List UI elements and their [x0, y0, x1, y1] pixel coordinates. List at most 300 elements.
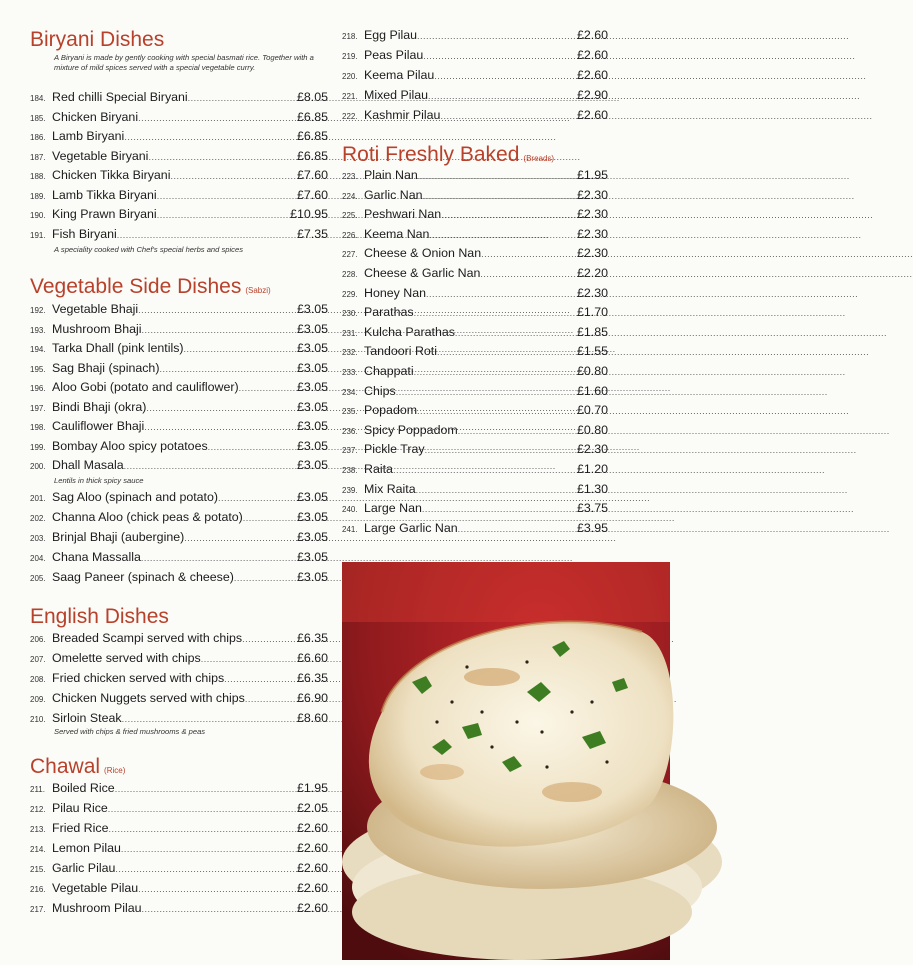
menu-item [30, 302, 328, 321]
item-price: £2.90 [576, 88, 608, 102]
item-name: Dhall Masala [52, 458, 124, 472]
item-number: 185. [30, 113, 46, 123]
dot-leader [121, 844, 297, 854]
item-price: £3.05 [296, 302, 328, 316]
item-price: £1.55 [576, 344, 608, 359]
item-name: Chicken Biryani [52, 109, 139, 124]
item-name: Sag Aloo (spinach and potato) [52, 490, 219, 504]
item-number: 201. [30, 494, 46, 503]
dot-leader [184, 344, 297, 354]
item-number: 189. [30, 191, 46, 201]
item-number: 193. [30, 325, 46, 335]
item-price: £3.05 [296, 458, 328, 472]
item-name: Chicken Tikka Biryani [52, 168, 171, 182]
dot-leader [234, 573, 297, 583]
dot-leader [218, 493, 297, 503]
item-name: Mushroom Pilau [52, 901, 142, 915]
dot-leader [440, 111, 577, 121]
dot-leader [417, 31, 577, 41]
item-number: 190. [30, 211, 46, 220]
item-price: £6.60 [296, 651, 328, 665]
chawal-subtitle: (Rice) [104, 766, 126, 775]
dot-leader [208, 442, 297, 452]
menu-item [30, 631, 328, 650]
item-price: £2.60 [576, 48, 608, 62]
dot-leader [170, 171, 297, 181]
item-price: £8.60 [296, 711, 328, 725]
item-number: 237. [342, 446, 358, 456]
item-name: King Prawn Biryani [52, 207, 157, 221]
item-price: £2.60 [296, 841, 328, 855]
item-name: Pickle Tray [364, 442, 425, 457]
item-name: Honey Nan [364, 285, 426, 300]
item-name: Channa Aloo (chick peas & potato) [52, 510, 243, 524]
item-name: Parathas [364, 305, 414, 320]
item-price: £1.30 [576, 481, 608, 496]
item-price: £0.80 [576, 422, 608, 437]
item-name: Bombay Aloo spicy potatoes [52, 438, 208, 453]
item-number: 203. [30, 534, 46, 543]
item-price: £2.30 [576, 285, 608, 300]
dot-leader [243, 513, 297, 523]
item-number: 222. [342, 112, 358, 121]
dot-leader [414, 308, 577, 318]
item-name: Omelette served with chips [52, 651, 201, 665]
menu-item [342, 207, 608, 226]
menu-item [30, 841, 328, 860]
menu-item [30, 168, 328, 187]
menu-item [342, 442, 608, 461]
item-number: 228. [342, 270, 358, 279]
dot-leader [138, 305, 297, 315]
item-number: 218. [342, 32, 358, 41]
item-name: Bindi Bhaji (okra) [52, 399, 147, 414]
item-number: 214. [30, 845, 46, 854]
item-price: £2.60 [296, 901, 328, 915]
item-price: £3.05 [296, 341, 328, 355]
dot-leader [428, 91, 577, 101]
menu-item [30, 881, 328, 900]
menu-item [342, 305, 608, 324]
item-name: Brinjal Bhaji (aubergine) [52, 530, 185, 544]
item-name: Garlic Nan [364, 187, 423, 202]
dot-leader [393, 465, 577, 475]
item-name: Lamb Tikka Biryani [52, 187, 157, 202]
item-name: Fish Biryani [52, 226, 117, 241]
item-name: Pilau Rice [52, 801, 108, 815]
menu-item [30, 439, 328, 458]
item-price: £6.90 [296, 691, 328, 705]
item-price: £1.20 [576, 462, 608, 476]
item-name: Kashmir Pilau [364, 108, 441, 122]
dot-leader [124, 461, 297, 471]
dot-leader [418, 171, 577, 181]
menu-item [342, 384, 608, 403]
item-price: £1.70 [576, 305, 608, 320]
menu-item [342, 68, 608, 87]
menu-item [30, 341, 328, 360]
item-number: 195. [30, 364, 46, 374]
item-price: £3.05 [296, 419, 328, 433]
item-name: Peshwari Nan [364, 207, 442, 222]
item-price: £3.05 [296, 490, 328, 504]
menu-item [342, 48, 608, 67]
item-price: £3.05 [296, 570, 328, 584]
english-footnote: Served with chips & fried mushrooms & peas [54, 727, 206, 736]
dot-leader [480, 269, 577, 279]
menu-item [342, 227, 608, 246]
dot-leader [434, 71, 577, 81]
dot-leader [458, 426, 577, 436]
dot-leader [108, 824, 297, 834]
item-price: £2.60 [576, 108, 608, 122]
item-number: 191. [30, 230, 46, 240]
dot-leader [115, 784, 297, 794]
menu-item [342, 28, 608, 47]
dot-leader [422, 504, 577, 514]
item-number: 212. [30, 805, 46, 814]
item-price: £2.60 [296, 861, 328, 875]
english-list [30, 631, 328, 731]
item-name: Lemon Pilau [52, 841, 121, 855]
item-name: Lamb Biryani [52, 129, 125, 143]
item-number: 206. [30, 635, 46, 644]
item-price: £6.35 [296, 631, 328, 645]
item-name: Large Nan [364, 501, 422, 516]
item-number: 184. [30, 94, 46, 103]
vegetable-title [30, 275, 271, 299]
item-number: 232. [342, 348, 358, 358]
item-price: £3.75 [576, 501, 608, 516]
item-name: Breaded Scampi served with chips [52, 631, 243, 645]
dot-leader [437, 347, 577, 357]
item-price: £1.95 [296, 781, 328, 795]
item-price: £3.05 [296, 550, 328, 564]
dot-leader [455, 328, 577, 338]
item-price: £8.05 [296, 90, 328, 104]
menu-item [30, 781, 328, 800]
item-number: 235. [342, 407, 358, 417]
item-name: Saag Paneer (spinach & cheese) [52, 570, 234, 584]
dot-leader [124, 132, 297, 142]
dot-leader [458, 524, 577, 534]
item-number: 225. [342, 211, 358, 221]
item-number: 192. [30, 306, 46, 315]
menu-item [30, 90, 328, 109]
item-price: £2.60 [296, 881, 328, 895]
item-name: Keema Nan [364, 226, 430, 241]
dhall-note: Lentils in thick spicy sauce [54, 476, 144, 485]
menu-item [30, 400, 328, 419]
item-price: £2.30 [576, 226, 608, 241]
item-name: Tarka Dhall (pink lentils) [52, 341, 184, 355]
dot-leader [184, 533, 297, 543]
dot-leader [242, 634, 297, 644]
menu-item [30, 149, 328, 168]
chawal-title-text: Chawal [30, 755, 101, 778]
roti-list [342, 168, 608, 548]
item-number: 236. [342, 426, 358, 436]
menu-item [342, 521, 608, 540]
item-number: 233. [342, 368, 358, 377]
menu-item [30, 129, 328, 148]
dot-leader [142, 325, 297, 335]
vegetable-title-text: Vegetable Side Dishes [30, 275, 242, 298]
item-price: £3.05 [296, 321, 328, 336]
item-name: Kulcha Parathas [364, 324, 455, 339]
menu-item [342, 246, 608, 265]
menu-item [342, 423, 608, 442]
item-price: £7.60 [296, 187, 328, 202]
dot-leader [224, 674, 297, 684]
dot-leader [245, 694, 297, 704]
item-name: Chips [364, 383, 396, 398]
item-number: 199. [30, 442, 46, 452]
menu-item [342, 108, 608, 127]
dot-leader [108, 804, 297, 814]
dot-leader [239, 383, 297, 393]
menu-item [30, 801, 328, 820]
menu-item [30, 322, 328, 341]
dot-leader [115, 864, 297, 874]
item-price: £1.85 [576, 324, 608, 339]
item-number: 188. [30, 172, 46, 181]
item-number: 223. [342, 172, 358, 181]
item-price: £7.35 [296, 226, 328, 241]
item-number: 213. [30, 825, 46, 834]
menu-item [342, 188, 608, 207]
item-price: £3.05 [296, 360, 328, 375]
item-number: 220. [342, 72, 358, 81]
menu-item [342, 482, 608, 501]
menu-item [342, 266, 608, 285]
item-name: Mix Raita [364, 481, 416, 496]
item-number: 229. [342, 289, 358, 299]
item-number: 215. [30, 865, 46, 874]
item-number: 207. [30, 655, 46, 664]
item-number: 205. [30, 574, 46, 583]
item-number: 219. [342, 52, 358, 61]
dot-leader [148, 152, 297, 162]
menu-item [30, 861, 328, 880]
dot-leader [425, 445, 577, 455]
item-name: Tandoori Roti [364, 344, 438, 359]
item-number: 208. [30, 675, 46, 684]
item-number: 217. [30, 905, 46, 914]
menu-item [30, 227, 328, 246]
roti-subtitle: (Breads) [523, 154, 555, 163]
item-price: £2.05 [296, 801, 328, 815]
item-name: Fried Rice [52, 821, 109, 835]
dot-leader [117, 230, 297, 240]
dot-leader [417, 406, 577, 416]
item-name: Large Garlic Nan [364, 520, 458, 535]
chawal-title [30, 755, 125, 779]
item-price: £3.05 [296, 399, 328, 414]
menu-item [30, 550, 328, 569]
item-price: £6.85 [296, 109, 328, 124]
menu-item [30, 110, 328, 129]
item-price: £6.35 [296, 671, 328, 685]
biryani-title: Biryani Dishes [30, 28, 165, 51]
english-title: English Dishes [30, 605, 169, 628]
item-number: 202. [30, 514, 46, 523]
menu-item [30, 530, 328, 549]
item-number: 187. [30, 152, 46, 162]
item-price: £3.05 [296, 380, 328, 394]
item-number: 240. [342, 505, 358, 515]
item-name: Mixed Pilau [364, 88, 429, 102]
menu-item [30, 821, 328, 840]
dot-leader [146, 403, 297, 413]
menu-item [342, 462, 608, 481]
dot-leader [144, 422, 297, 432]
item-name: Mushroom Bhaji [52, 321, 142, 336]
menu-item [30, 570, 328, 589]
item-number: 224. [342, 191, 358, 201]
naan-bread-icon [342, 562, 670, 960]
menu-item [30, 419, 328, 438]
menu-item [30, 380, 328, 399]
item-number: 196. [30, 384, 46, 393]
item-price: £3.95 [576, 520, 608, 535]
item-price: £2.30 [576, 187, 608, 202]
item-price: £3.05 [296, 438, 328, 453]
item-name: Vegetable Biryani [52, 148, 149, 163]
item-price: £3.05 [296, 530, 328, 544]
dot-leader [396, 387, 577, 397]
item-number: 211. [30, 785, 45, 794]
item-number: 194. [30, 345, 46, 354]
item-number: 204. [30, 554, 46, 563]
item-number: 216. [30, 885, 46, 894]
item-name: Sag Bhaji (spinach) [52, 360, 160, 375]
item-name: Spicy Poppadom [364, 422, 458, 437]
item-name: Plain Nan [364, 168, 418, 182]
item-price: £2.30 [576, 246, 608, 261]
dot-leader [138, 884, 297, 894]
item-price: £6.85 [296, 129, 328, 143]
menu-item [342, 88, 608, 107]
chawal-list-left [30, 781, 328, 921]
menu-item [342, 286, 608, 305]
menu-item [30, 361, 328, 380]
item-number: 231. [342, 328, 358, 338]
item-number: 209. [30, 695, 46, 704]
item-price: £1.60 [576, 383, 608, 398]
item-number: 239. [342, 485, 358, 495]
item-name: Cauliflower Bhaji [52, 419, 145, 433]
item-name: Chana Massalla [52, 550, 141, 564]
item-price: £3.05 [296, 510, 328, 524]
item-number: 241. [342, 524, 358, 534]
item-price: £10.95 [290, 207, 328, 221]
item-price: £0.70 [576, 403, 608, 418]
roti-title-text: Roti Freshly Baked [342, 143, 520, 166]
item-number: 210. [30, 715, 46, 724]
item-number: 186. [30, 133, 46, 142]
dot-leader [423, 51, 577, 61]
menu-item [30, 671, 328, 690]
item-name: Egg Pilau [364, 28, 418, 42]
dot-leader [429, 230, 577, 240]
item-name: Cheese & Garlic Nan [364, 266, 481, 280]
menu-item [30, 651, 328, 670]
menu-item [342, 501, 608, 520]
chawal-list-right [342, 28, 608, 128]
menu-item [30, 188, 328, 207]
item-name: Garlic Pilau [52, 861, 116, 875]
item-price: £2.60 [576, 28, 608, 42]
item-number: 200. [30, 462, 46, 471]
item-name: Fried chicken served with chips [52, 671, 225, 685]
item-number: 226. [342, 230, 358, 240]
item-number: 234. [342, 387, 358, 397]
menu-item [30, 510, 328, 529]
menu-item [342, 168, 608, 187]
item-price: £1.95 [576, 168, 608, 182]
dot-leader [142, 904, 297, 914]
item-price: £7.60 [296, 168, 328, 182]
dot-leader [414, 367, 577, 377]
item-name: Sirloin Steak [52, 711, 122, 725]
item-number: 227. [342, 250, 358, 260]
item-name: Red chilli Special Biryani [52, 90, 188, 104]
dot-leader [441, 210, 577, 220]
menu-item [30, 458, 328, 477]
dot-leader [423, 191, 577, 201]
item-number: 221. [342, 92, 358, 101]
dot-leader [157, 210, 290, 220]
item-number: 198. [30, 423, 46, 432]
dot-leader [141, 553, 297, 563]
item-number: 197. [30, 403, 46, 413]
item-name: Chicken Nuggets served with chips [52, 691, 245, 705]
menu-item [342, 403, 608, 422]
item-name: Keema Pilau [364, 68, 435, 82]
item-price: £6.85 [296, 148, 328, 163]
item-name: Vegetable Bhaji [52, 302, 139, 316]
dot-leader [159, 364, 297, 374]
item-price: £0.80 [576, 364, 608, 378]
roti-title [342, 143, 554, 167]
vegetable-list [30, 302, 328, 592]
item-name: Aloo Gobi (potato and cauliflower) [52, 380, 239, 394]
item-number: 230. [342, 309, 358, 319]
dot-leader [157, 191, 297, 201]
dot-leader [201, 654, 297, 664]
item-name: Boiled Rice [52, 781, 115, 795]
item-price: £2.60 [576, 68, 608, 82]
dot-leader [122, 714, 297, 724]
dot-leader [188, 93, 297, 103]
menu-item [342, 344, 608, 363]
menu-item [30, 691, 328, 710]
dot-leader [426, 289, 577, 299]
dot-leader [416, 485, 577, 495]
item-name: Raita [364, 462, 393, 476]
naan-bread-photo [342, 562, 670, 960]
menu-item [342, 325, 608, 344]
item-name: Peas Pilau [364, 48, 424, 62]
item-price: £2.60 [296, 821, 328, 835]
item-name: Vegetable Pilau [52, 881, 139, 895]
menu-item [30, 490, 328, 509]
item-price: £2.30 [576, 207, 608, 222]
item-price: £2.20 [576, 266, 608, 280]
dot-leader [481, 249, 577, 259]
menu-item [30, 207, 328, 226]
